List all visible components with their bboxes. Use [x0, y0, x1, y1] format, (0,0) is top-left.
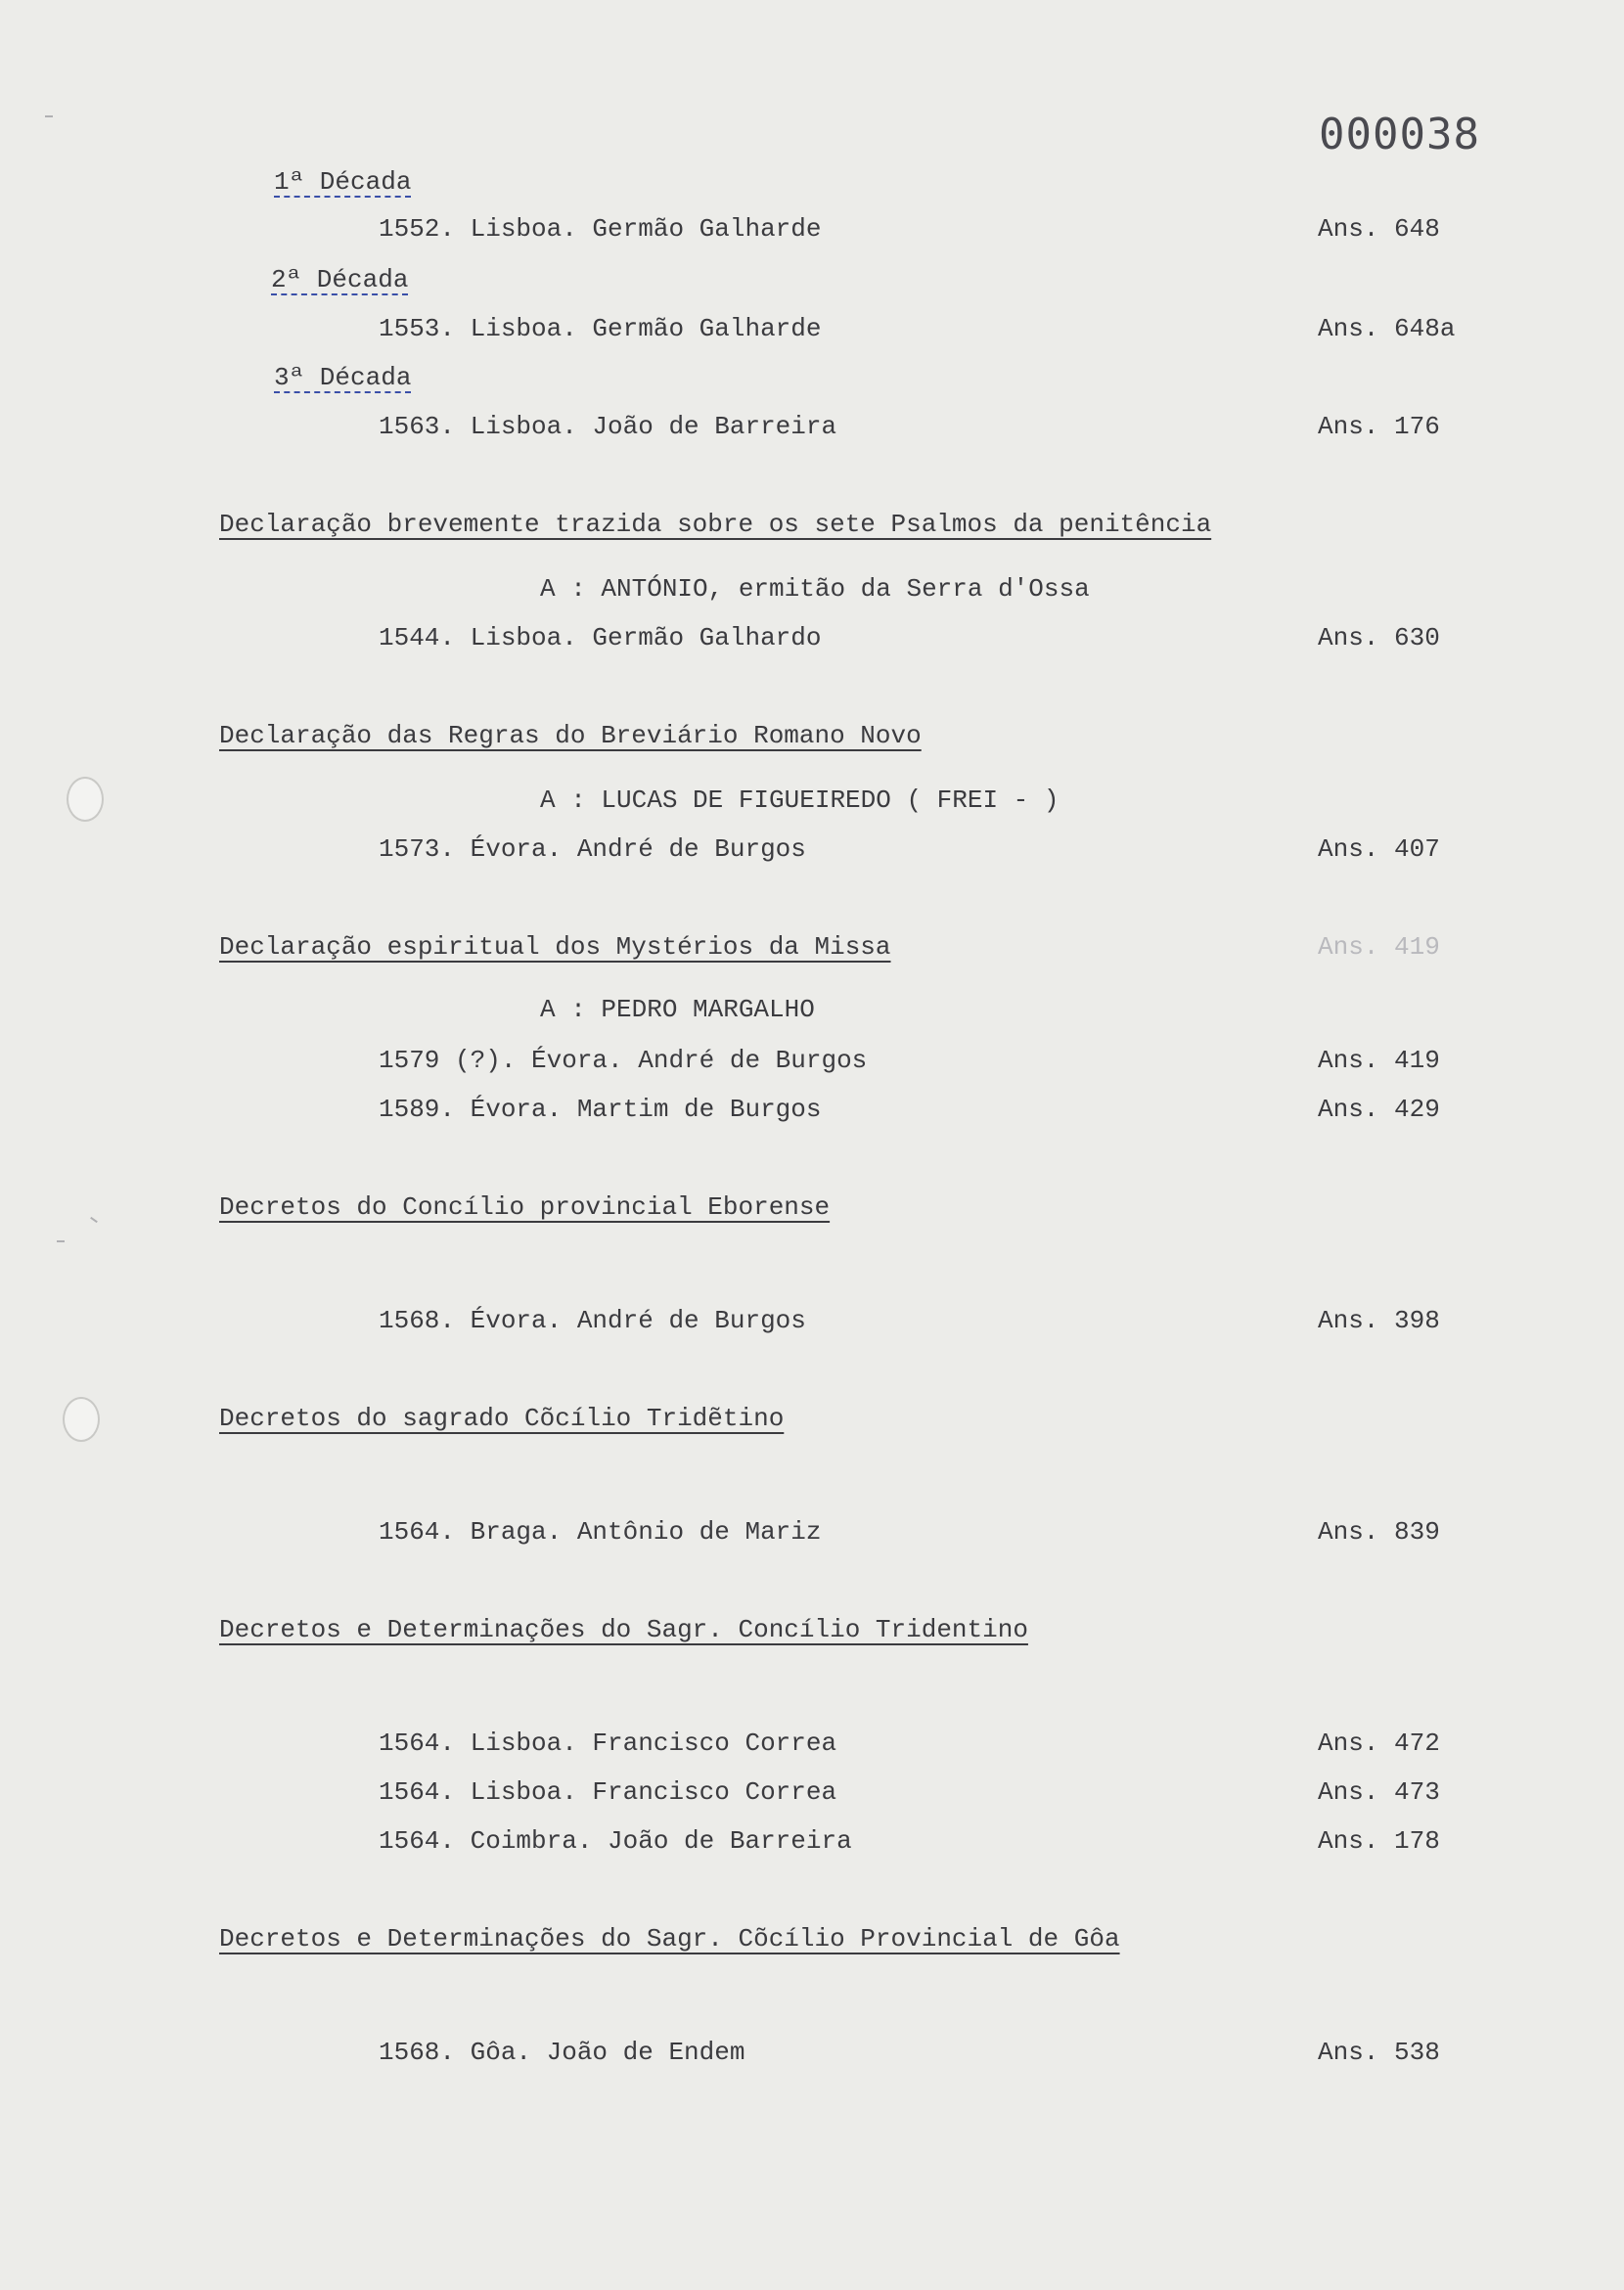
entry-text: 1568. Évora. André de Burgos	[379, 1306, 806, 1335]
margin-mark	[45, 115, 53, 117]
entry-text: 1564. Coimbra. João de Barreira	[379, 1826, 852, 1856]
decada-heading: 3ª Década	[274, 363, 412, 392]
decada-heading: 2ª Década	[271, 265, 409, 294]
entry-ref: Ans. 839	[1318, 1517, 1440, 1547]
entry-ref: Ans. 176	[1318, 412, 1440, 441]
section-title: Decretos do Concílio provincial Eborense	[219, 1192, 831, 1222]
section-title: Declaração brevemente trazida sobre os sete Psalmos da penitência	[219, 510, 1212, 539]
entry-text: 1563. Lisboa. João de Barreira	[379, 412, 837, 441]
section-title: Decretos e Determinações do Sagr. Cõcílio Provincial de Gôa	[219, 1924, 1120, 1953]
entry-text: 1573. Évora. André de Burgos	[379, 834, 806, 864]
entry-text: 1544. Lisboa. Germão Galhardo	[379, 623, 822, 652]
punch-hole-bottom	[63, 1397, 100, 1442]
entry-text: 1564. Lisboa. Francisco Correa	[379, 1729, 837, 1758]
entry-ref: Ans. 472	[1318, 1729, 1440, 1758]
entry-ref: Ans. 419	[1318, 1046, 1440, 1075]
author-line: A : PEDRO MARGALHO	[540, 995, 815, 1024]
entry-text: 1579 (?). Évora. André de Burgos	[379, 1046, 868, 1075]
decada-heading: 1ª Década	[274, 167, 412, 197]
author-line: A : LUCAS DE FIGUEIREDO ( FREI - )	[540, 786, 1060, 815]
margin-mark	[57, 1240, 65, 1242]
entry-text: 1564. Braga. Antônio de Mariz	[379, 1517, 822, 1547]
entry-ref: Ans. 630	[1318, 623, 1440, 652]
page-number: 000038	[1319, 110, 1480, 159]
entry-ref: Ans. 648	[1318, 214, 1440, 244]
section-title: Decretos do sagrado Cõcílio Tridẽtino	[219, 1404, 785, 1433]
entry-text: 1564. Lisboa. Francisco Correa	[379, 1777, 837, 1807]
entry-text: 1553. Lisboa. Germão Galharde	[379, 314, 822, 343]
section-title: Decretos e Determinações do Sagr. Concílio Tridentino	[219, 1615, 1028, 1644]
entry-ref: Ans. 538	[1318, 2038, 1440, 2067]
entry-text: 1552. Lisboa. Germão Galharde	[379, 214, 822, 244]
entry-text: 1589. Évora. Martim de Burgos	[379, 1095, 822, 1124]
entry-ref: Ans. 178	[1318, 1826, 1440, 1856]
entry-ref: Ans. 398	[1318, 1306, 1440, 1335]
entry-ref: Ans. 429	[1318, 1095, 1440, 1124]
entry-ref: Ans. 473	[1318, 1777, 1440, 1807]
section-title: Declaração das Regras do Breviário Romano Novo	[219, 721, 922, 750]
entry-ref: Ans. 407	[1318, 834, 1440, 864]
author-line: A : ANTÓNIO, ermitão da Serra d'Ossa	[540, 574, 1090, 604]
entry-ref: Ans. 648a	[1318, 314, 1456, 343]
title-ref-faded: Ans. 419	[1318, 932, 1440, 962]
entry-text: 1568. Gôa. João de Endem	[379, 2038, 745, 2067]
margin-mark	[90, 1217, 98, 1223]
section-title: Declaração espiritual dos Mystérios da Missa	[219, 932, 891, 962]
punch-hole-top	[67, 777, 104, 822]
